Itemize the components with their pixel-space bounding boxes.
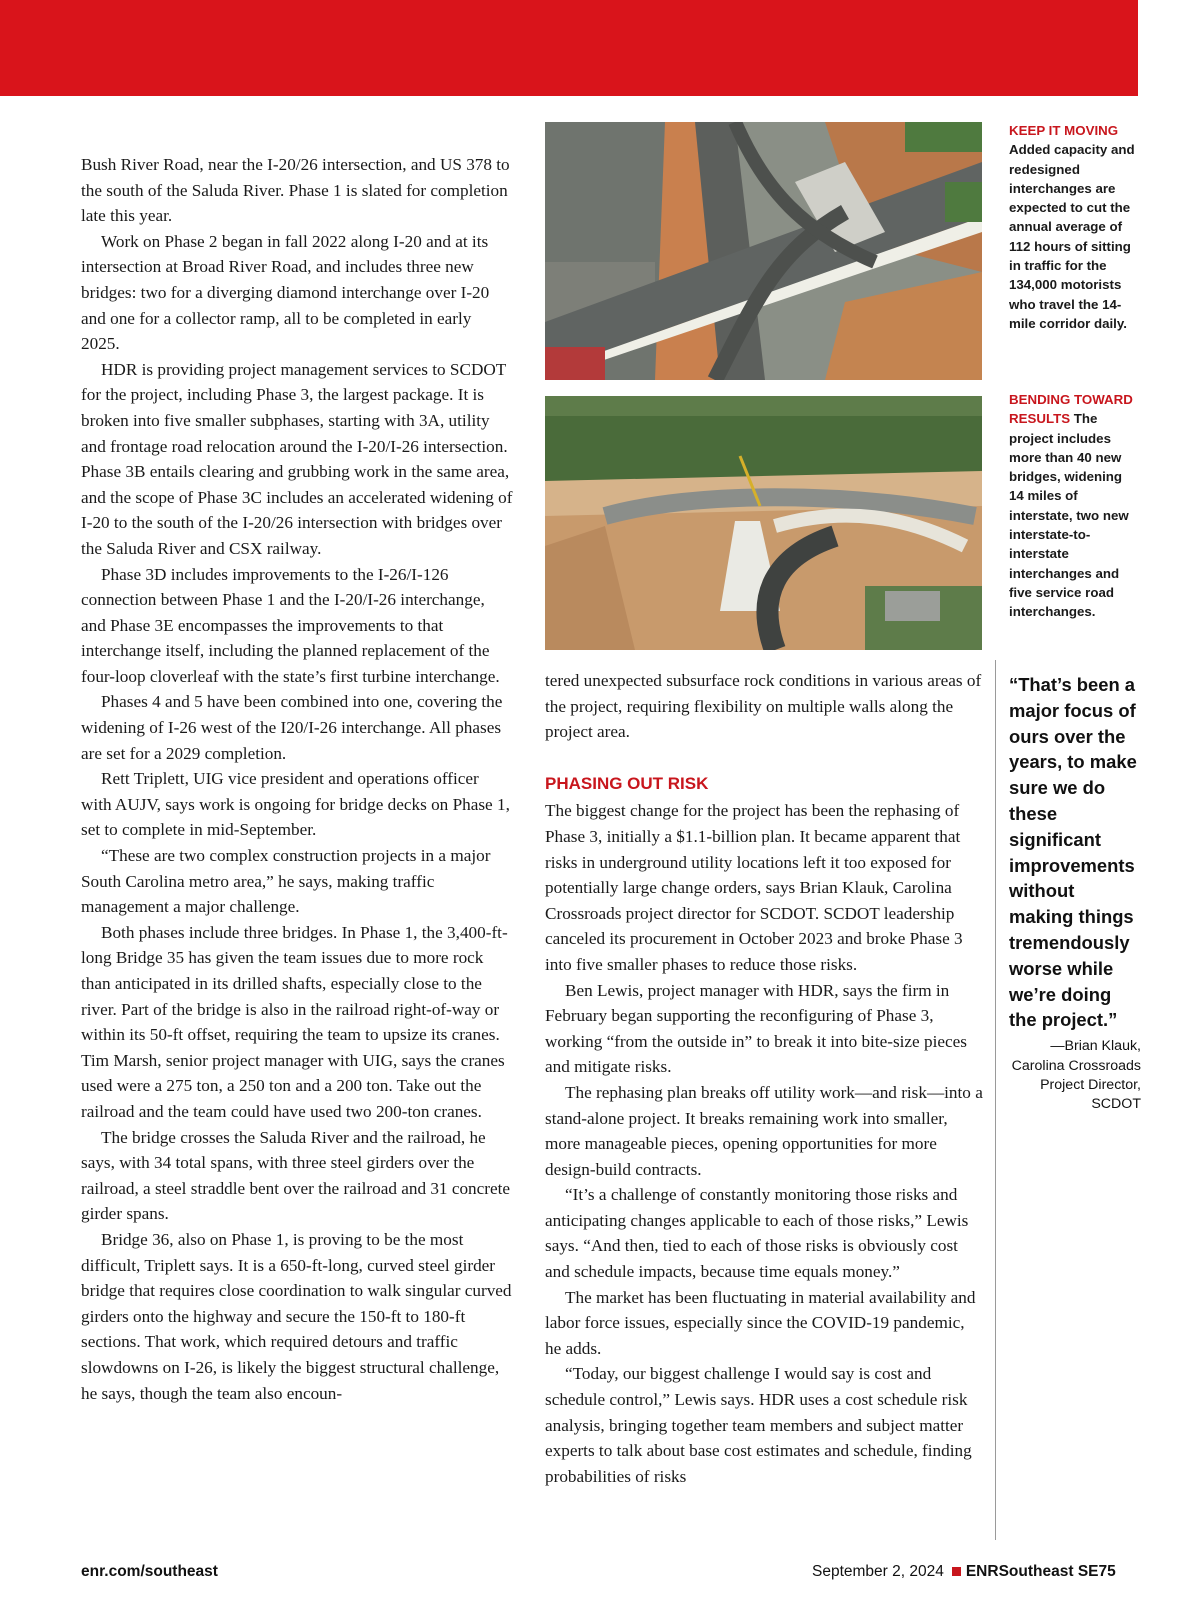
section-heading: PHASING OUT RISK [545, 773, 709, 793]
photo-bridge-construction-image [545, 396, 982, 650]
paragraph: Phases 4 and 5 have been combined into one, covering the widening of I-26 west of the I20/I-26 interchange. All phases are set for a 2029 completion. [81, 692, 503, 763]
paragraph: Phase 3D includes improvements to the I-26/I-126 connection between Phase 1 and the I-20/I-26 interchange, and Phase 3E encompasses the improvements to that interchange itself, including the planned replacement of the four-loop cloverleaf with the state’s first turbine interchange. [81, 564, 500, 686]
column-divider [995, 660, 996, 1540]
paragraph: Bush River Road, near the I-20/26 intersection, and US 378 to the south of the Saluda River. Phase 1 is slated for completion late this year. [81, 155, 510, 226]
caption-lead: BENDING TOWARD RESULTS [1009, 392, 1133, 427]
footer-brand-enr: ENR [965, 1563, 999, 1580]
paragraph: tered unexpected subsurface rock conditions in various areas of the project, requiring flexibility on multiple walls along the project area. [545, 671, 982, 742]
footer-brand-edition: Southeast [998, 1563, 1074, 1580]
photo-aerial-interchange-image [545, 122, 982, 380]
paragraph: “These are two complex construction projects in a major South Carolina metro area,” he says, making traffic management a major challenge. [81, 846, 491, 917]
caption-lead: KEEP IT MOVING [1009, 123, 1119, 138]
paragraph: The bridge crosses the Saluda River and the railroad, he says, with 34 total spans, with three steel girders over the railroad, a steel straddle bent over the railroad and 31 concrete girder spans. [81, 1127, 511, 1224]
paragraph: HDR is providing project management services to SCDOT for the project, including Phase 3, the largest package. It is broken into five smaller subphases, starting with 3A, utility and frontage road relocation around the I-20/I-26 intersection. Phase 3B entails clearing and grubbing work in the same area, and the scope of Phase 3C includes an accelerated widening of I-20 to the south of the I-20/26 intersection with bridges over the Saluda River and CSX railway. [81, 359, 513, 558]
photo-caption-2 [1009, 390, 1139, 622]
footer-folio [812, 1563, 1116, 1581]
paragraph: The market has been fluctuating in material availability and labor force issues, especially since the COVID-19 pandemic, he adds. [545, 1287, 976, 1358]
footer-url: enr.com/southeast [81, 1563, 218, 1580]
photo-caption-1 [1009, 121, 1139, 333]
pull-quote [1009, 672, 1141, 1115]
article-column-2 [545, 668, 983, 1489]
photo-aerial-interchange [545, 122, 982, 380]
photo-bridge-construction [545, 396, 982, 650]
header-color-bar [0, 0, 1138, 96]
paragraph: Bridge 36, also on Phase 1, is proving to be the most difficult, Triplett says. It is a 650-ft-long, curved steel girder bridge that requires close coordination to walk singular curved girders onto the highway and secure the 150-ft to 180-ft sections. That work, which required detours and traffic slowdowns on I-26, is likely the biggest structural challenge, he says, though the team also encoun- [81, 1229, 512, 1403]
paragraph: “Today, our biggest challenge I would say is cost and schedule control,” Lewis says. HDR uses a cost schedule risk analysis, bringing together team members and subject matter experts to talk about base cost estimates and schedule, finding probabilities of risks [545, 1364, 972, 1486]
article-column-1 [81, 152, 513, 1406]
caption-text: Added capacity and redesigned interchanges are expected to cut the annual average of 112 hours of sitting in traffic for the 134,000 motorists who travel the 14-mile corridor daily. [1009, 142, 1135, 331]
footer-page-number: SE75 [1077, 1563, 1116, 1580]
paragraph: “It’s a challenge of constantly monitoring those risks and anticipating changes applicable to each of those risks,” Lewis says. “And then, tied to each of those risks is obviously cost and schedule impacts, because time equals money.” [545, 1185, 969, 1282]
paragraph: Work on Phase 2 began in fall 2022 along I-20 and at its intersection at Broad River Road, and includes three new bridges: two for a diverging diamond interchange over I-20 and one for a collector ramp, all to be completed in early 2025. [81, 231, 490, 354]
footer-date: September 2, 2024 [812, 1563, 944, 1580]
paragraph: Ben Lewis, project manager with HDR, says the firm in February began supporting the reconfiguring of Phase 3, working “from the outside in” to break it into bite-size pieces and mitigate risks. [545, 980, 967, 1077]
paragraph: The rephasing plan breaks off utility work—and risk—into a stand-alone project. It breaks remaining work into smaller, more manageable pieces, opening opportunities for more design-build contracts. [545, 1082, 983, 1179]
pull-quote-attribution: —Brian Klauk, Carolina Crossroads Project Director, SCDOT [1011, 1038, 1141, 1113]
caption-text: The project includes more than 40 new bridges, widening 14 miles of interstate, two new interstate-to-interstate interchanges and five service road interchanges. [1009, 411, 1129, 620]
separator-square-icon [952, 1567, 961, 1576]
paragraph: Both phases include three bridges. In Phase 1, the 3,400-ft-long Bridge 35 has given the team issues due to more rock than anticipated in its drilled shafts, especially close to the river. Part of the bridge is also in the railroad right-of-way or within its 50-ft offset, requiring the team to upsize its cranes. Tim Marsh, senior project manager with UIG, says the cranes used were a 275 ton, a 250 ton and a 200 ton. Take out the railroad and the team could have used two 200-ton cranes. [81, 922, 508, 1121]
paragraph: Rett Triplett, UIG vice president and operations officer with AUJV, says work is ongoing for bridge decks on Phase 1, set to complete in mid-September. [81, 769, 510, 840]
pull-quote-text: “That’s been a major focus of ours over the years, to make sure we do these significant improvements without making things tremendously worse while we’re doing the project.” [1009, 674, 1137, 1031]
paragraph: The biggest change for the project has been the rephasing of Phase 3, initially a $1.1-billion plan. It became apparent that risks in underground utility locations left it too exposed for potentially large change orders, says Brian Klauk, Carolina Crossroads project director for SCDOT. SCDOT leadership canceled its procurement in October 2023 and broke Phase 3 into five smaller phases to reduce those risks. [545, 801, 963, 974]
